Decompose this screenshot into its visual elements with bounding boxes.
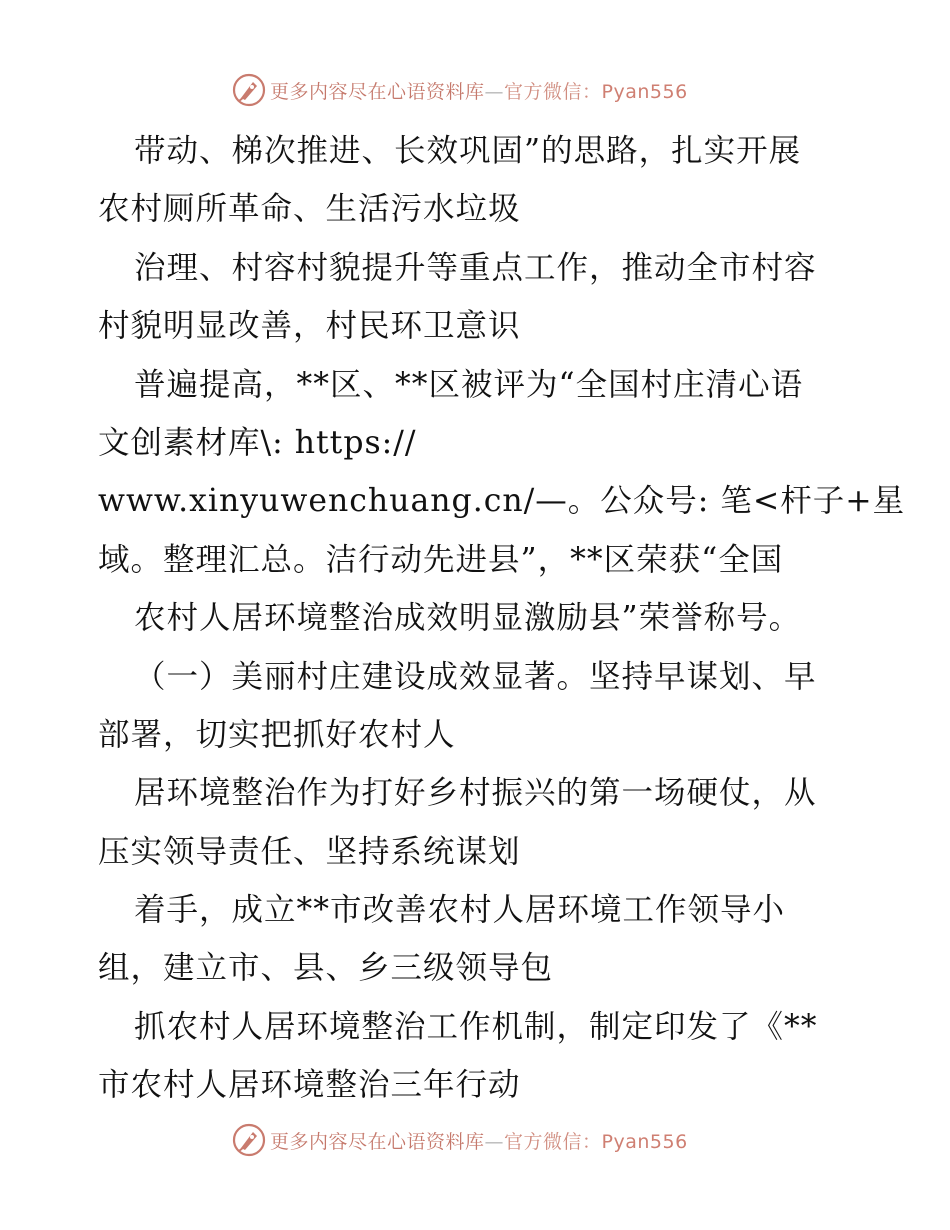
body-line: 着手，成立**市改善农村人居环境工作领导小 xyxy=(134,892,786,929)
body-line: （一）美丽村庄建设成效显著。坚持早谋划、早 xyxy=(134,658,817,695)
body-line: 治理、村容村貌提升等重点工作，推动全市村容 xyxy=(134,249,817,286)
body-line: 农村厕所革命、生活污水垃圾 xyxy=(98,191,521,228)
body-line: 部署，切实把抓好农村人 xyxy=(98,716,456,753)
body-line: 抓农村人居环境整治工作机制，制定印发了《** xyxy=(134,1008,818,1045)
header-banner-text xyxy=(270,77,688,104)
body-line: 农村人居环境整治成效明显激励县”荣誉称号。 xyxy=(134,600,802,637)
footer-banner-text xyxy=(270,1127,688,1154)
body-line: 域。整理汇总。洁行动先进县”，**区荣获“全国 xyxy=(98,541,784,578)
header-official-label: 官方微信： xyxy=(504,80,602,103)
pen-nib-logo-icon xyxy=(232,73,266,107)
body-line: 带动、梯次推进、长效巩固”的思路，扎实开展 xyxy=(134,133,802,169)
footer-dash: — xyxy=(484,1130,505,1153)
body-line: 村貌明显改善，村民环卫意识 xyxy=(98,308,521,345)
header-brand-text: 更多内容尽在心语资料库 xyxy=(270,80,485,103)
body-line: 文创素材库\: https:// xyxy=(98,424,417,461)
footer-brand-text: 更多内容尽在心语资料库 xyxy=(270,1130,485,1153)
footer-wechat-id: Pyan556 xyxy=(601,1130,688,1153)
body-line: 市农村人居环境整治三年行动 xyxy=(98,1067,521,1104)
body-line: 普遍提高，**区、**区被评为“全国村庄清心语 xyxy=(134,366,804,403)
header-banner xyxy=(232,72,752,108)
footer-banner xyxy=(232,1122,752,1158)
footer-official-label: 官方微信： xyxy=(504,1130,602,1153)
document-body xyxy=(98,122,906,1115)
header-dash: — xyxy=(484,80,505,103)
body-line: 居环境整治作为打好乡村振兴的第一场硬仗，从 xyxy=(134,775,817,812)
body-line: 组，建立市、县、乡三级领导包 xyxy=(98,950,554,987)
pen-nib-logo-icon xyxy=(232,1123,266,1157)
body-line: www.xinyuwenchuang.cn/—。公众号: 笔<杆子+星 xyxy=(98,483,906,520)
header-wechat-id: Pyan556 xyxy=(601,80,688,103)
body-line: 压实领导责任、坚持系统谋划 xyxy=(98,833,521,870)
